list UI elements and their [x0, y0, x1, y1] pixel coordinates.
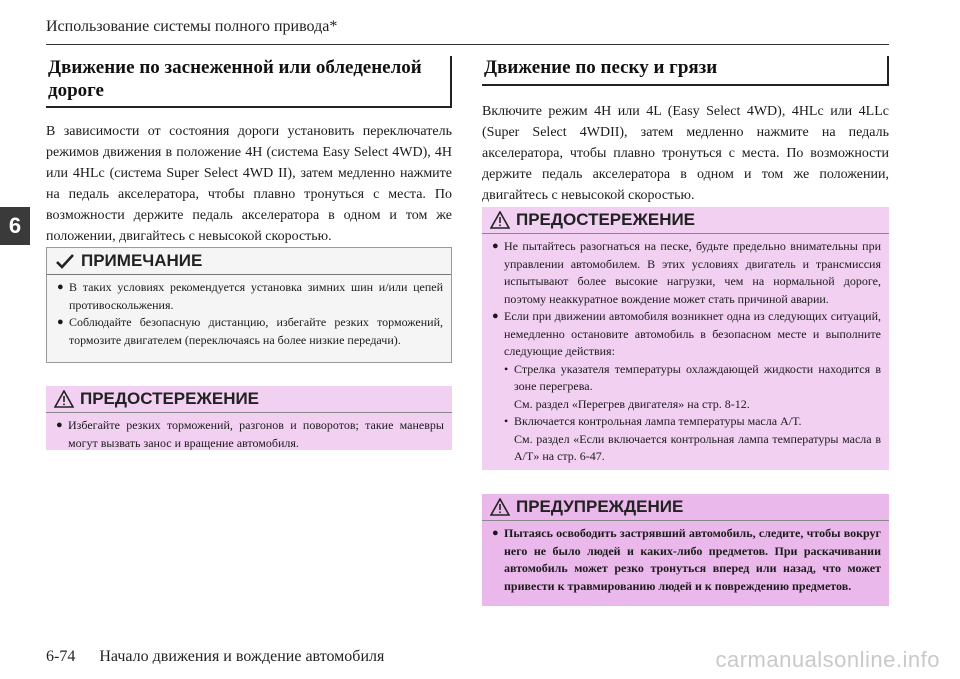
caution-subitem-ref: См. раздел «Перегрев двигателя» на стр. 8-12.	[514, 396, 750, 411]
header-title: Использование системы полного привода*	[46, 18, 338, 35]
note-header	[47, 248, 451, 275]
caution-title-left: ПРЕДОСТЕРЕЖЕНИЕ	[80, 389, 260, 408]
caution-item: ● Если при движении автомобиля возникнет одна из следующих ситуаций, немедленно остановите автомобиль в безопасном месте и выполните следующие действия:	[492, 309, 881, 358]
caution-subitem-ref: См. раздел «Если включается контрольная лампа температуры масла в A/T» на стр. 6-47.	[514, 431, 881, 463]
warning-item: ● Пытаясь освободить застрявший автомобиль, следите, чтобы вокруг него не было людей и каких-либо предметов. При раскачивании автомобиль может резко тронуться вперед или назад, что может привести к травмированию людей и к повреждению предметов.	[492, 526, 881, 593]
footer	[46, 648, 384, 666]
warning-triangle-icon	[490, 498, 510, 516]
caution-box-right	[482, 207, 889, 470]
caution-item: ● Избегайте резких торможений, разгонов и поворотов; такие маневры могут вызвать занос и вращение автомобиля.	[56, 418, 444, 450]
header-rule	[46, 44, 889, 45]
caution-box-left	[46, 386, 452, 450]
caution-item: ● Не пытайтесь разогнаться на песке, будьте предельно внимательны при управлении автомобилем. В этих условиях двигатель и трансмиссия испытывают более высокие нагрузки, чем на нормальной дороге, поэтому неаккуратное вождение может стать причиной аварии.	[492, 239, 881, 306]
paragraph-sand: Включите режим 4H или 4L (Easy Select 4WD), 4HLc или 4LLc (Super Select 4WDII), затем медленно нажмите на педаль акселератора, чтобы плавно тронуться с места. По возможности держите педаль акселератора в одном и том же положении, двигайтесь с невысокой скоростью.	[482, 104, 889, 203]
caution-header-right	[482, 207, 889, 234]
section-heading-snow: Движение по заснеженной или обледенелой дороге	[46, 56, 452, 108]
caution-subitem: • Включается контрольная лампа температуры масла A/T.	[504, 414, 802, 428]
warning-box	[482, 494, 889, 606]
chapter-tab: 6	[0, 207, 30, 245]
page-number: 6-74	[46, 648, 76, 665]
note-box	[46, 247, 452, 363]
watermark: carmanualsonline.info	[715, 647, 940, 672]
note-title: ПРИМЕЧАНИЕ	[81, 251, 203, 270]
paragraph-snow: В зависимости от состояния дороги установить переключатель режимов движения в положение 4H (система Easy Select 4WD), 4H или 4HLc (система Super Select 4WD II), затем медленно нажмите на педаль акселератора, чтобы плавно тронуться с места. По возможности держите педаль акселератора в одном и том же положении, двигайтесь с невысокой скоростью.	[46, 124, 452, 244]
caution-subitem: • Стрелка указателя температуры охлаждающей жидкости находится в зоне перегрева.	[504, 361, 881, 393]
pencil-check-icon	[55, 253, 75, 269]
note-item: ● Соблюдайте безопасную дистанцию, избегайте резких торможений, тормозите двигателем (переключаясь на более низкие передачи).	[57, 315, 443, 347]
warning-title: ПРЕДУПРЕЖДЕНИЕ	[516, 497, 684, 516]
section-heading-sand: Движение по песку и грязи	[482, 56, 889, 86]
caution-title-right: ПРЕДОСТЕРЕЖЕНИЕ	[516, 210, 696, 229]
caution-header-left	[46, 386, 452, 413]
footer-section: Начало движения и вождение автомобиля	[99, 648, 385, 665]
warning-header	[482, 494, 889, 521]
note-item: ● В таких условиях рекомендуется установка зимних шин и/или цепей противоскольжения.	[57, 280, 443, 312]
warning-triangle-icon	[54, 390, 74, 408]
warning-triangle-icon	[490, 211, 510, 229]
